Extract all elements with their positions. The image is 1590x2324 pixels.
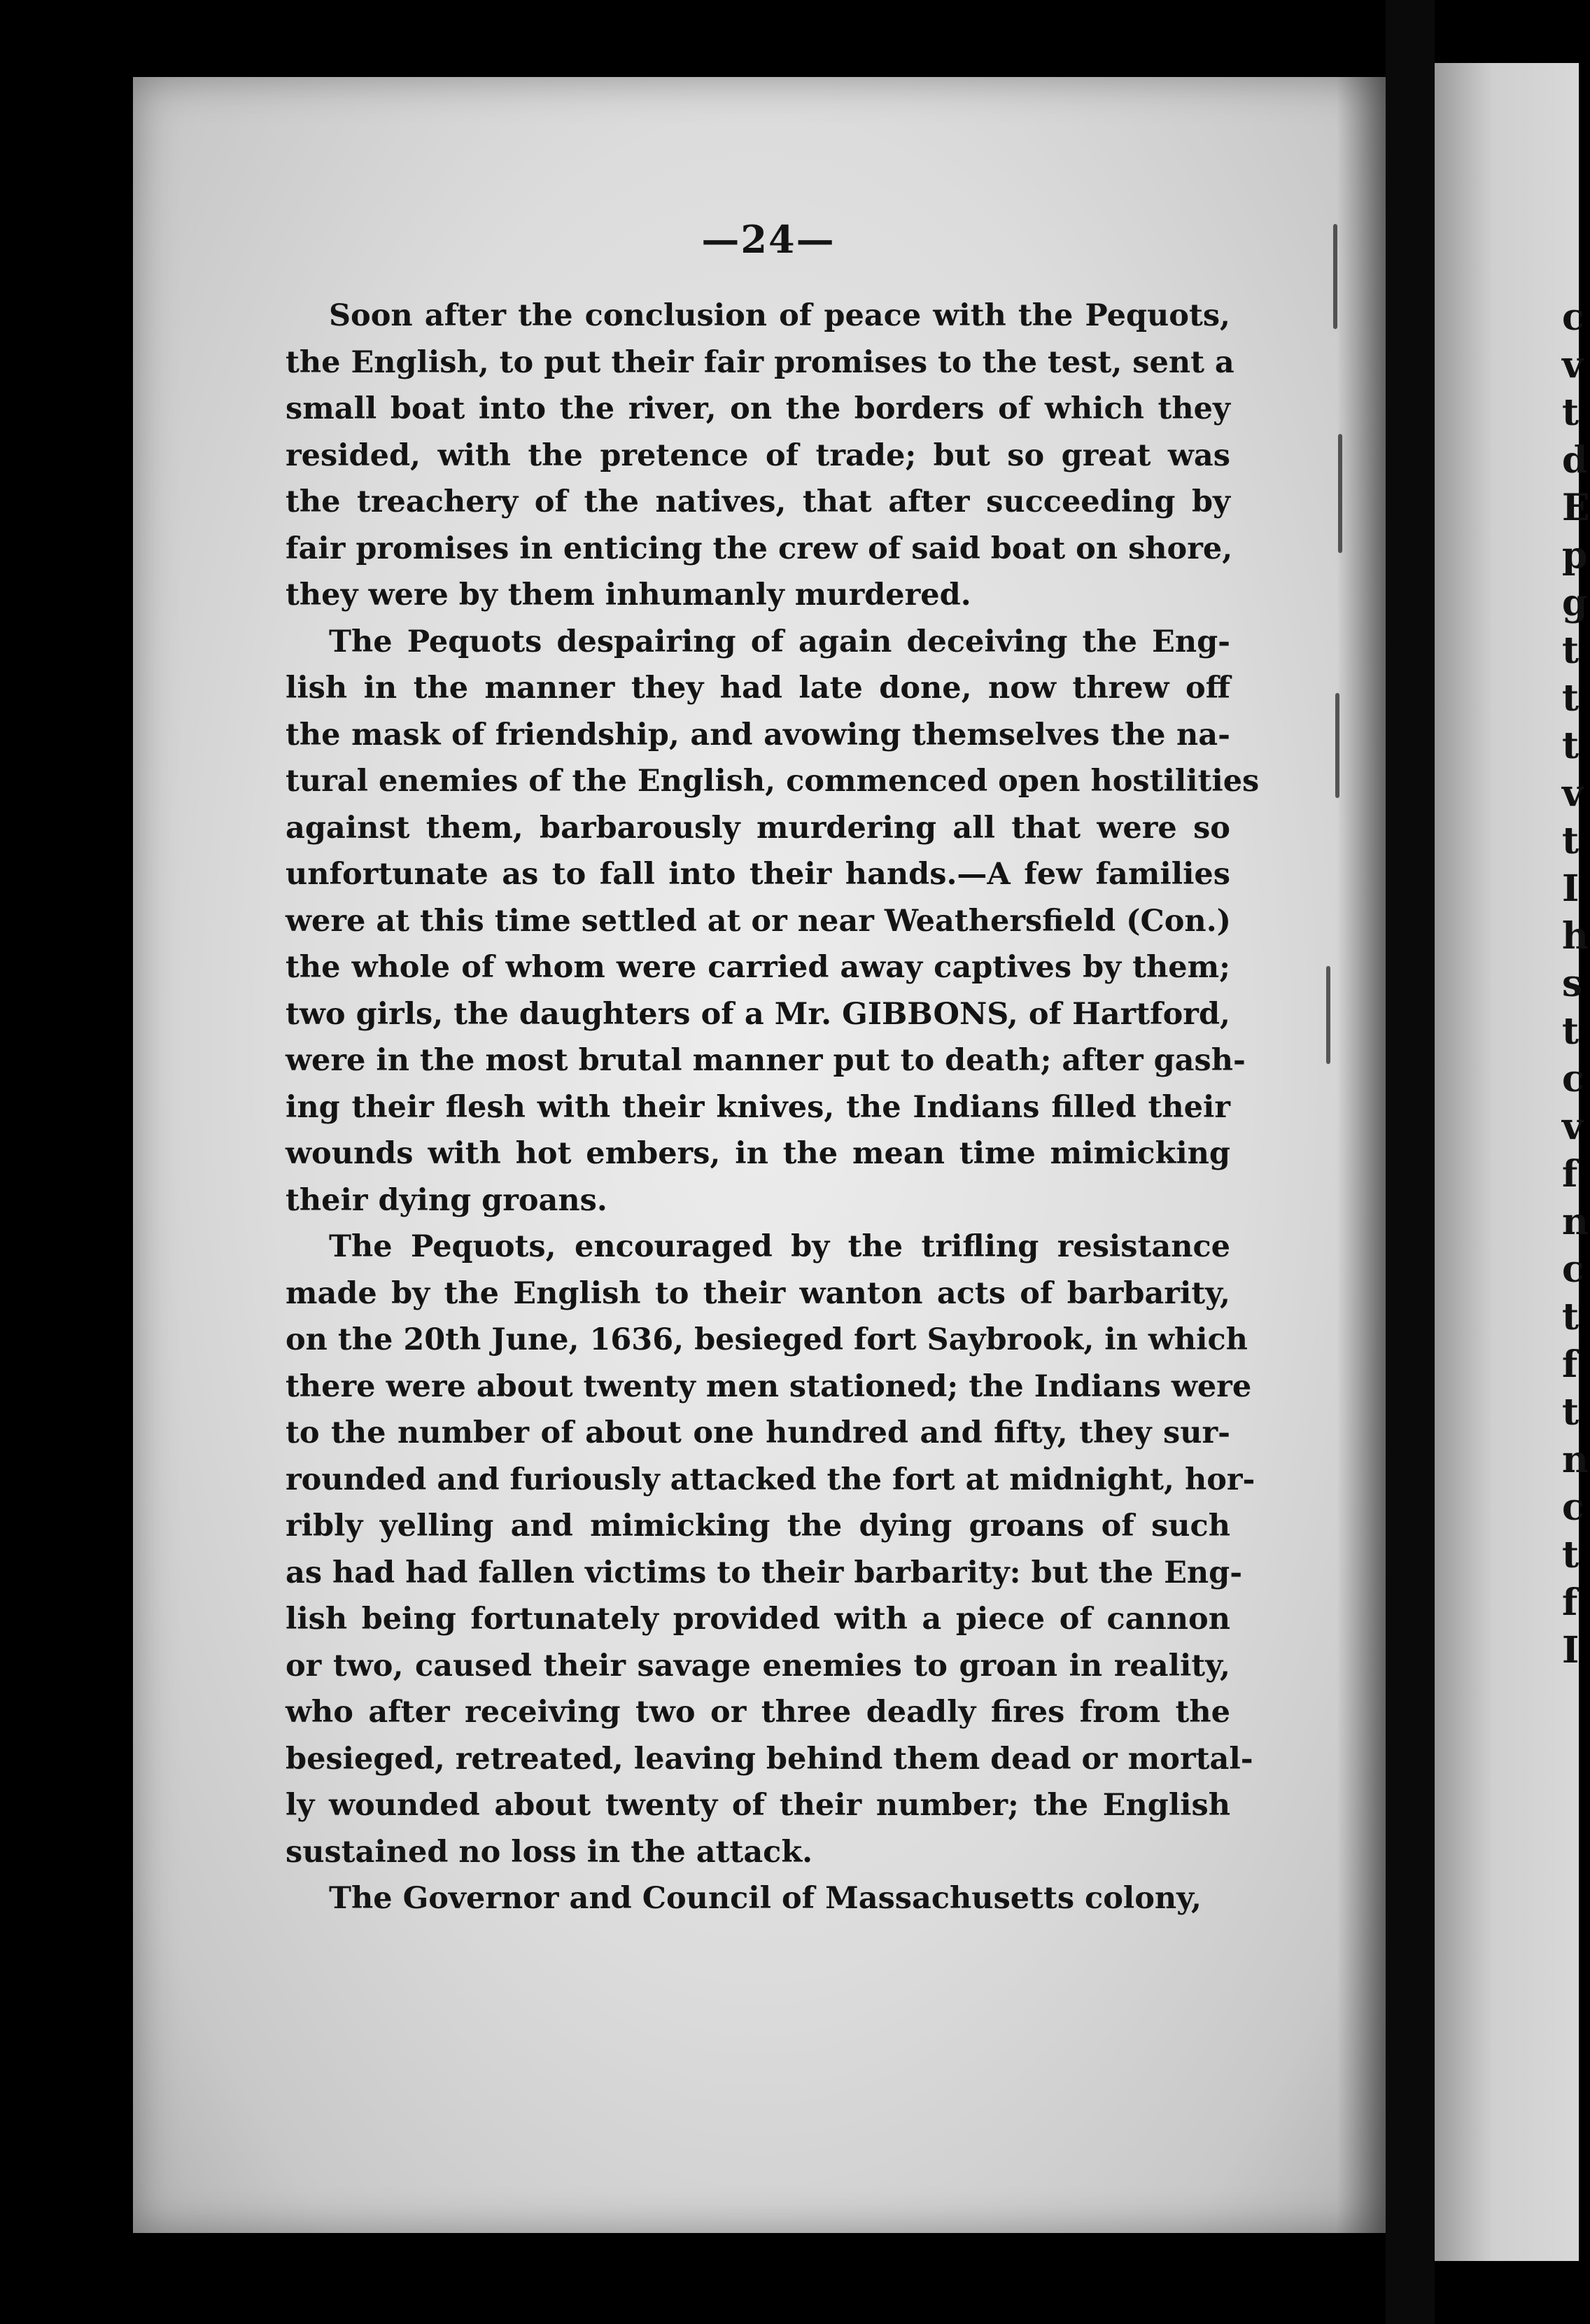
- text-line: The Governor and Council of Massachusetts colony,: [329, 1881, 1202, 1916]
- paragraphs: [286, 293, 1260, 1922]
- facing-page-fragment: g: [1562, 582, 1588, 624]
- facing-page-fragment: t: [1562, 1296, 1580, 1338]
- text-line: small boat into the river, on the borders of which they: [286, 391, 1230, 426]
- margin-mark: [1333, 224, 1337, 329]
- facing-page-fragment: v: [1562, 772, 1584, 815]
- facing-page-fragment: c: [1562, 1248, 1584, 1291]
- text-line: who after receiving two or three deadly fires from the: [286, 1695, 1230, 1730]
- paragraph: [286, 1224, 1255, 1875]
- facing-page-fragment: t: [1562, 629, 1580, 672]
- book-gutter: [1386, 0, 1435, 2324]
- text-line: ing their flesh with their knives, the Indians filled their: [286, 1089, 1230, 1125]
- text-line: they were by them inhumanly murdered.: [286, 578, 971, 612]
- facing-page-fragment: t: [1562, 1534, 1580, 1576]
- facing-page-fragment: c: [1562, 1058, 1584, 1100]
- facing-page-fragment: h: [1562, 915, 1589, 958]
- paragraph: [286, 293, 1234, 619]
- facing-page-fragment: f: [1562, 1153, 1578, 1196]
- facing-page-fragment: t: [1562, 820, 1580, 862]
- text-line: the English, to put their fair promises to the test, sent a: [286, 344, 1234, 380]
- facing-page-fragment: f: [1562, 1343, 1578, 1386]
- margin-mark: [1326, 966, 1330, 1064]
- text-line: the whole of whom were carried away captives by them;: [286, 950, 1230, 985]
- text-line: tural enemies of the English, commenced open hostilities: [286, 764, 1260, 799]
- text-line: lish in the manner they had late done, now threw off: [286, 671, 1230, 706]
- text-line: ly wounded about twenty of their number; the English: [286, 1788, 1230, 1823]
- text-line: Soon after the conclusion of peace with the Pequots,: [329, 298, 1230, 333]
- facing-page: [1435, 63, 1590, 2261]
- text-line: to the number of about one hundred and fifty, they sur-: [286, 1415, 1230, 1450]
- text-line: were at this time settled at or near Weathersfield (Con.): [286, 903, 1232, 939]
- text-line: their dying groans.: [286, 1182, 607, 1218]
- text-line: the mask of friendship, and avowing themselves the na-: [286, 717, 1230, 752]
- text-line: The Pequots, encouraged by the trifling resistance: [329, 1229, 1230, 1264]
- facing-page-fragment: t: [1562, 1010, 1580, 1053]
- text-line: on the 20th June, 1636, besieged fort Saybrook, in which: [286, 1322, 1248, 1357]
- page-number: —24—: [701, 217, 836, 262]
- text-line: unfortunate as to fall into their hands.—A few families: [286, 857, 1230, 892]
- text-line: there were about twenty men stationed; the Indians were: [286, 1368, 1252, 1404]
- facing-page-fragment: n: [1562, 1438, 1589, 1481]
- text-line: the treachery of the natives, that after succeeding by: [286, 484, 1230, 519]
- facing-page-fragment: E: [1562, 486, 1590, 529]
- facing-page-fragment: I: [1562, 1629, 1580, 1672]
- facing-page-fragment: c: [1562, 1486, 1584, 1529]
- facing-page-fragment: t: [1562, 677, 1580, 720]
- text-line: lish being fortunately provided with a piece of cannon: [286, 1602, 1230, 1637]
- page-text: [286, 217, 1260, 1922]
- facing-page-fragment: I: [1562, 867, 1580, 910]
- margin-mark: [1335, 693, 1339, 798]
- text-line: fair promises in enticing the crew of said boat on shore,: [286, 531, 1233, 566]
- facing-page-fragment: d: [1562, 439, 1588, 482]
- text-line: wounds with hot embers, in the mean time mimicking: [286, 1136, 1230, 1171]
- page-shadow: [1337, 77, 1386, 2233]
- facing-page-text: [1562, 294, 1590, 1674]
- text-line: or two, caused their savage enemies to groan in reality,: [286, 1648, 1230, 1684]
- margin-mark: [1338, 434, 1342, 553]
- text-line: resided, with the pretence of trade; but so great was: [286, 438, 1230, 473]
- facing-page-fragment: s: [1562, 962, 1583, 1005]
- facing-page-fragment: n: [1562, 1200, 1589, 1243]
- facing-page-fragment: t: [1562, 391, 1580, 434]
- text-line: made by the English to their wanton acts of barbarity,: [286, 1275, 1230, 1311]
- text-line: The Pequots despairing of again deceiving the Eng-: [329, 624, 1230, 659]
- facing-page-fragment: p: [1562, 534, 1588, 577]
- text-line: two girls, the daughters of a Mr. GIBBONS, of Hartford,: [286, 996, 1230, 1032]
- paragraph: [286, 1875, 1230, 1922]
- facing-page-fragment: t: [1562, 724, 1580, 767]
- text-line: rounded and furiously attacked the fort at midnight, hor-: [286, 1462, 1255, 1497]
- facing-page-fragment: t: [1562, 1391, 1580, 1434]
- facing-page-fragment: f: [1562, 1581, 1578, 1624]
- text-line: as had had fallen victims to their barbarity: but the Eng-: [286, 1555, 1243, 1590]
- facing-page-fragment: c: [1562, 296, 1584, 339]
- text-line: were in the most brutal manner put to death; after gash-: [286, 1043, 1246, 1078]
- text-line: sustained no loss in the attack.: [286, 1834, 813, 1870]
- paragraph: [286, 619, 1260, 1224]
- text-line: besieged, retreated, leaving behind them dead or mortal-: [286, 1741, 1253, 1777]
- text-line: against them, barbarously murdering all that were so: [286, 810, 1230, 846]
- facing-page-fragment: v: [1562, 344, 1584, 386]
- facing-page-fragment: v: [1562, 1105, 1584, 1148]
- text-line: ribly yelling and mimicking the dying groans of such: [286, 1508, 1230, 1544]
